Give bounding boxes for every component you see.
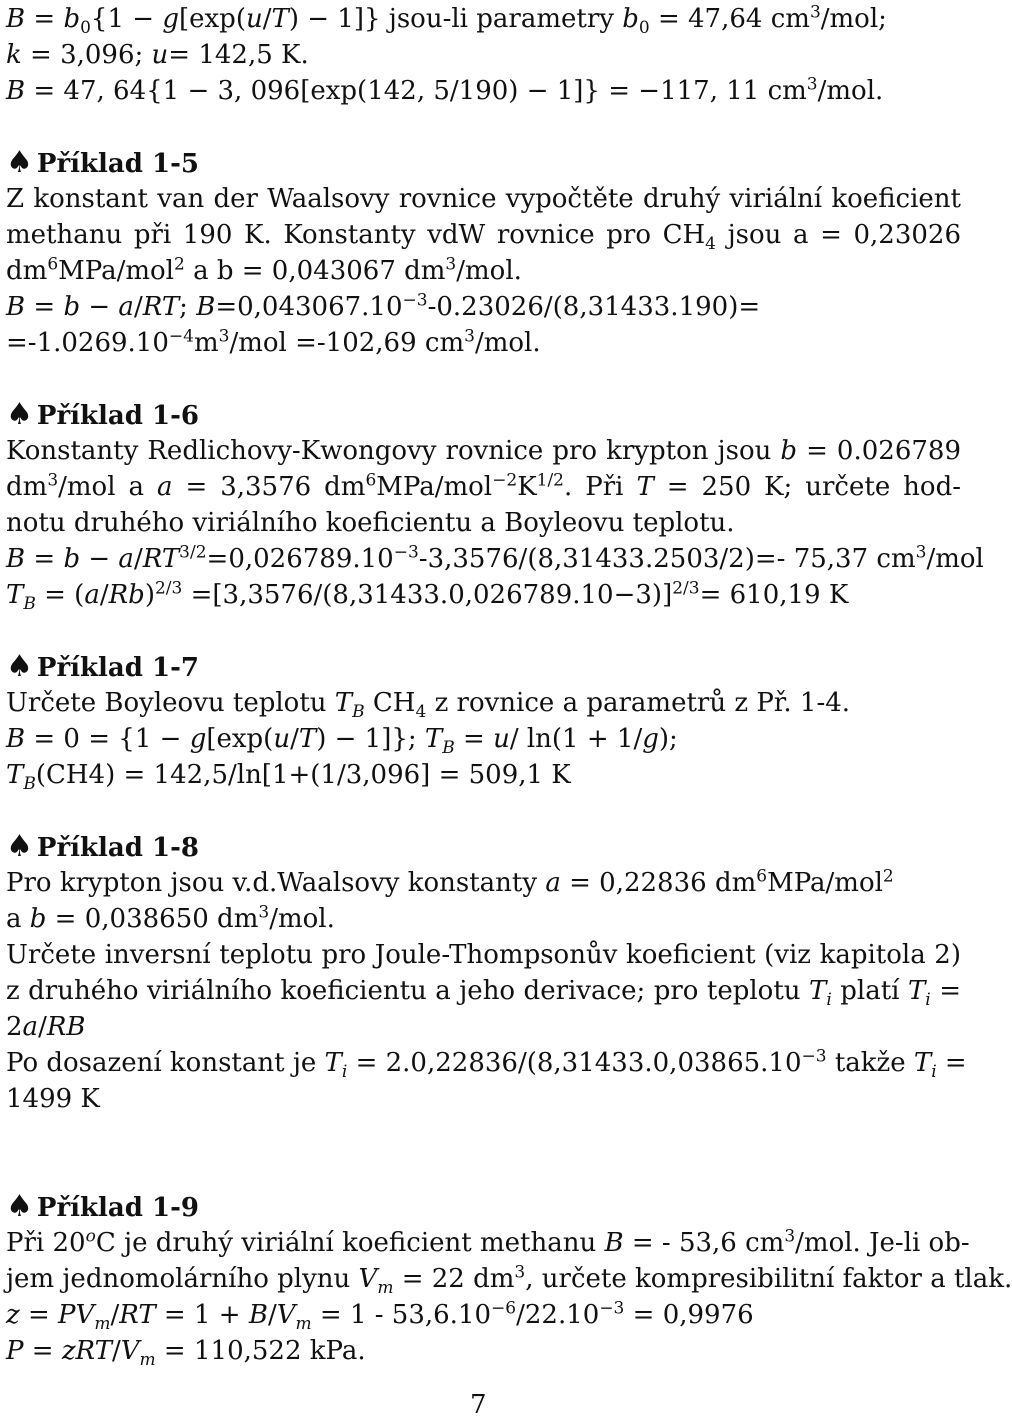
spade-icon: ♠ — [6, 145, 33, 180]
text-line: B = b − a/RT; $B=0,043067.10^{-3}-0.23026/(8,31433.190)=$ — [6, 290, 761, 322]
example-heading: ♠ Příklad 1-8 — [6, 829, 199, 864]
text-line: $T_B(CH4) = 142,5/\ln[1+(1/3,096] = 509,1$ K — [6, 760, 571, 795]
text-line: z druhého viriálního koeficientu a jeho derivace; pro teplotu $T_i$ platí $T_i$ = — [6, 976, 961, 1011]
text-line: $B = b - a/RT^{3/2}=0,026789.10^{-3}-3,3576/(8,31433.2503/2)=-$ 75,37 $cm^3$/mol — [6, 542, 984, 574]
text-line: Z konstant van der Waalsovy rovnice vypočtěte druhý viriální koeficient — [6, 184, 961, 214]
text-line: jem jednomolárního plynu $V_m = 22$ $dm^3$, určete kompresibilitní faktor a tlak. — [6, 1262, 1012, 1299]
text-line: B = 47, 64{1 − 3, 096[exp(142, 5/190) − 1]} = −117, 11 $cm^3$/mol. — [6, 74, 884, 106]
example-heading: ♠ Příklad 1-5 — [6, 145, 199, 180]
text-line: Určete Boyleovu teplotu $T_B$ $CH_4$ z rovnice a parametrů z Př. 1-4. — [6, 688, 851, 723]
example-heading: ♠ Příklad 1-9 — [6, 1189, 199, 1224]
text-line: $B = b_0\{1 - g[\exp(u/T) - 1]\}$ jsou-li parametry $b_0 = 47,64$ $cm^3$/mol; — [6, 2, 887, 39]
text-line: Po dosazení konstant je $T_i = 2.0,22836/(8,31433.0,03865.10^{-3}$ takže $T_i$ = — [6, 1046, 967, 1083]
spade-icon: ♠ — [6, 829, 33, 864]
text-line: Pro krypton jsou v.d.Waalsovy konstanty a = 0,22836 $dm^6MPa/mol^2$ — [6, 866, 894, 898]
text-line: B = 0 = {1 − g[exp(u/T) − 1]}; $T_B = u/$ ln(1 + 1/g); — [6, 724, 678, 759]
text-line: 1499 K — [6, 1084, 100, 1114]
page-number: 7 — [470, 1390, 487, 1420]
spade-icon: ♠ — [6, 397, 33, 432]
text-line: $T_B = (a/Rb)^{2/3} =[3,3576/(8,31433.0,026789.10-3)]^{2/3}= 610,19$ K — [6, 578, 849, 615]
text-line: Konstanty Redlichovy-Kwongovy rovnice pro krypton jsou b = 0.026789 — [6, 436, 961, 466]
text-line: Při 20$^o$C je druhý viriální koeficient methanu B = - 53,6 $cm^3$/mol. Je-li ob- — [6, 1226, 970, 1258]
text-line: methanu při 190 K. Konstanty vdW rovnice pro $CH_4$ jsou a = 0,23026 — [6, 220, 961, 255]
text-line: $z = PV_m/RT = 1 + B/V_m = 1 - 53,6.10^{-6}/22.10^{-3} = 0,9976$ — [6, 1298, 754, 1335]
text-line: Určete inversní teplotu pro Joule-Thompsonův koeficient (viz kapitola 2) — [6, 940, 961, 970]
text-line: notu druhého viriálního koeficientu a Boyleovu teplotu. — [6, 508, 735, 538]
spade-icon: ♠ — [6, 649, 33, 684]
spade-icon: ♠ — [6, 1189, 33, 1224]
text-line: $dm^3$/mol a a = 3,3576 $dm^6MPa/mol^{-2}K^{1/2}$. Při T = 250 K; určete hod- — [6, 470, 961, 502]
example-heading: ♠ Příklad 1-6 — [6, 397, 199, 432]
text-line: P = zRT/$V_m = 110,522$ kPa. — [6, 1336, 366, 1371]
text-line: $=-1.0269.10^{-4}m^3$/mol =-102,69 $cm^3$/mol. — [6, 326, 541, 358]
example-heading: ♠ Příklad 1-7 — [6, 649, 199, 684]
text-line: a b = 0,038650 $dm^3$/mol. — [6, 902, 335, 934]
text-line: 2a/RB — [6, 1012, 86, 1042]
text-line: $dm^6MPa/mol^2$ a b = 0,043067 $dm^3$/mol. — [6, 254, 522, 286]
text-line: k = 3,096; u= 142,5 K. — [6, 40, 309, 70]
